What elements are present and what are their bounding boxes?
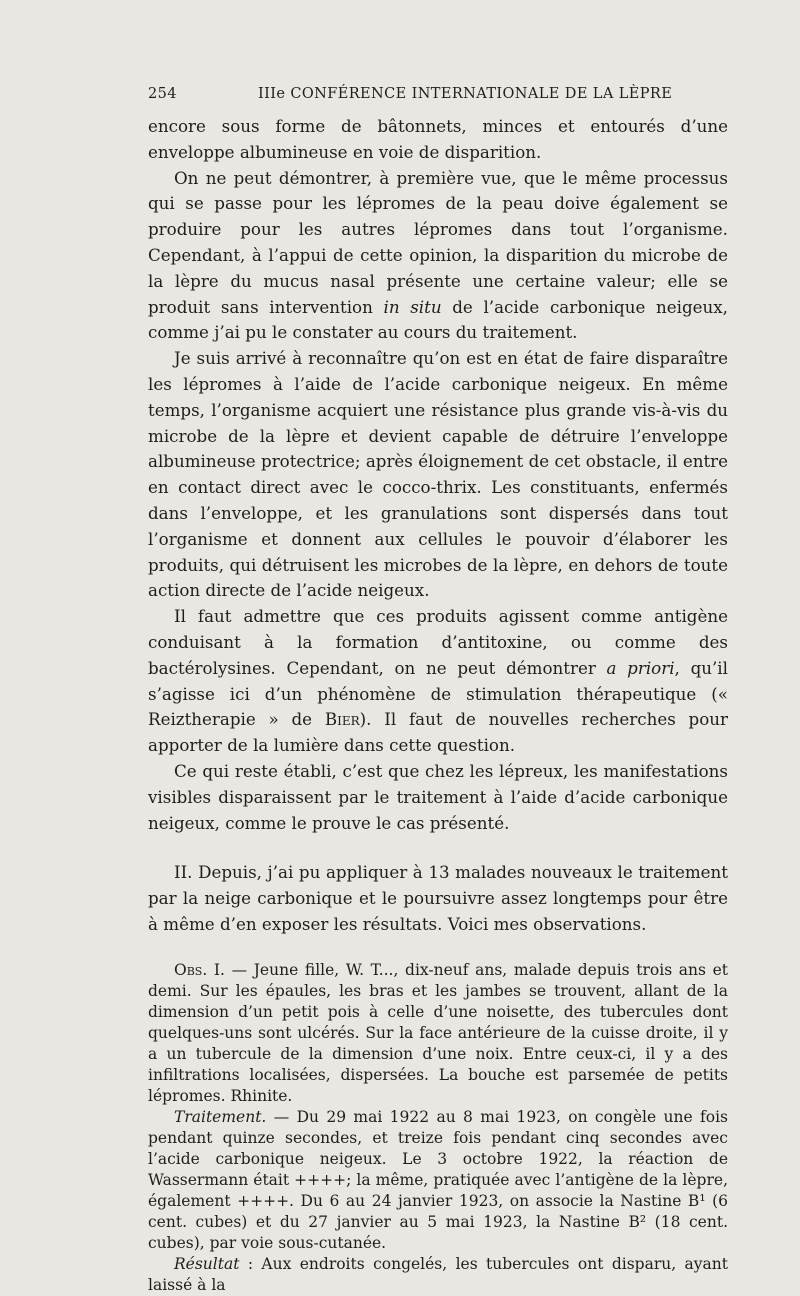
result-paragraph <box>148 1254 728 1296</box>
observation-paragraph <box>148 960 728 1107</box>
paragraph-4-text-a: Il faut admettre que ces produits agissent comme antigène conduisant à la formation d’antitoxine, ou comme des bactérolysines. Cependant, on ne peut démontrer <box>148 606 728 678</box>
paragraph-5: Ce qui reste établi, c’est que chez les lépreux, les manifestations visibles disparaissent par le traitement à l’aide d’acide carbonique neigeux, comme le prouve le cas présenté. <box>148 760 728 833</box>
paragraph-4-text-b: , qu’il s’agisse ici d’un phénomène de stimulation thérapeutique (« Reiztherapie » de <box>148 657 728 730</box>
author-name-bier: Bier <box>324 709 360 730</box>
treatment-paragraph <box>148 1107 728 1254</box>
observation-block <box>148 960 728 1296</box>
paragraph-3: Je suis arrivé à reconnaître qu’on est en état de faire disparaître les lépromes à l’aide de l’acide carbonique neigeux. En même temps, l’organisme acquiert une résistance plus grande vis-à-vis du microbe de la lèpre et devient capable de détruire l’enveloppe albumineuse protectrice; après éloignement de cet obstacle, il entre en contact direct avec le cocco-thrix. Les constituants, enfermés dans l’enveloppe, et les granulations sont dispersés dans tout l’organisme et donnent aux cellules le pouvoir d’élaborer les produits, qui détruisent les microbes de la lèpre, en dehors de toute action directe de l’acide neigeux. <box>148 348 728 601</box>
paragraph-4 <box>148 604 728 759</box>
paragraph-2-text-a: On ne peut démontrer, à première vue, que le même processus qui se passe pour les lépromes de la peau doive également se produire pour les autres lépromes dans tout l’organisme. Cependant, à l’appui de cette opinion, la disparition du microbe de la lèpre du mucus nasal présente une certaine valeur; elle se produit sans intervention <box>148 167 728 317</box>
paragraph-2-text-b: de l’acide carbonique neigeux, comme j’ai pu le constater au cours du traitement. <box>148 296 728 343</box>
treatment-text: — Du 29 mai 1922 au 8 mai 1923, on congèle une fois pendant quinze secondes, et treize fois pendant cinq secondes avec l’acide carbonique neigeux. Le 3 octobre 1922, la réaction de Wassermann était ++++; la même, pratiquée avec l’antigène de la lèpre, également ++++. Du 6 au 24 janvier 1923, on associe la Nastine B¹ (6 cent. cubes) et du 27 janvier au 5 mai 1923, la Nastine B² (18 cent. cubes), par voie sous-cutanée. <box>148 1107 728 1252</box>
observation-text: I. — Jeune fille, W. T..., dix-neuf ans, malade depuis trois ans et demi. Sur les épaules, les bras et les jambes se trouvent, allant de la dimension d’un petit pois à celle d’une noisette, des tubercules dont quelques-uns sont ulcérés. Sur la face antérieure de la cuisse droite, il y a un tubercule de la dimension d’une noix. Entre ceux-ci, il y a des infiltrations localisées, dispersées. La bouche est parsemée de petits lépromes. Rhinite. <box>148 960 728 1105</box>
treatment-label: Traitement. <box>174 1107 267 1126</box>
paragraph-1: encore sous forme de bâtonnets, minces et entourés d’une enveloppe albumineuse en voie de disparition. <box>148 116 728 162</box>
observation-label: Obs. <box>174 960 208 979</box>
running-title: IIIe CONFÉRENCE INTERNATIONALE DE LA LÈPRE <box>258 86 673 102</box>
paragraph-4-italic: a priori <box>606 657 675 678</box>
paragraph-2-italic: in situ <box>383 296 442 317</box>
running-header <box>148 86 673 106</box>
paragraph-6: II. Depuis, j’ai pu appliquer à 13 malades nouveaux le traitement par la neige carbonique et le poursuivre assez longtemps pour être à même d’en exposer les résultats. Voici mes observations. <box>148 862 728 934</box>
section-gap <box>148 836 728 860</box>
paragraph-2 <box>148 166 728 347</box>
result-text: : Aux endroits congelés, les tubercules ont disparu, ayant laissé à la <box>148 1254 728 1294</box>
section-gap <box>148 938 728 960</box>
page-number: 254 <box>148 86 177 102</box>
result-label: Résultat <box>174 1254 240 1273</box>
paragraph-4-text-c: ). Il faut de nouvelles recherches pour apporter de la lumière dans cette question. <box>148 709 728 756</box>
body-text <box>148 114 728 1296</box>
